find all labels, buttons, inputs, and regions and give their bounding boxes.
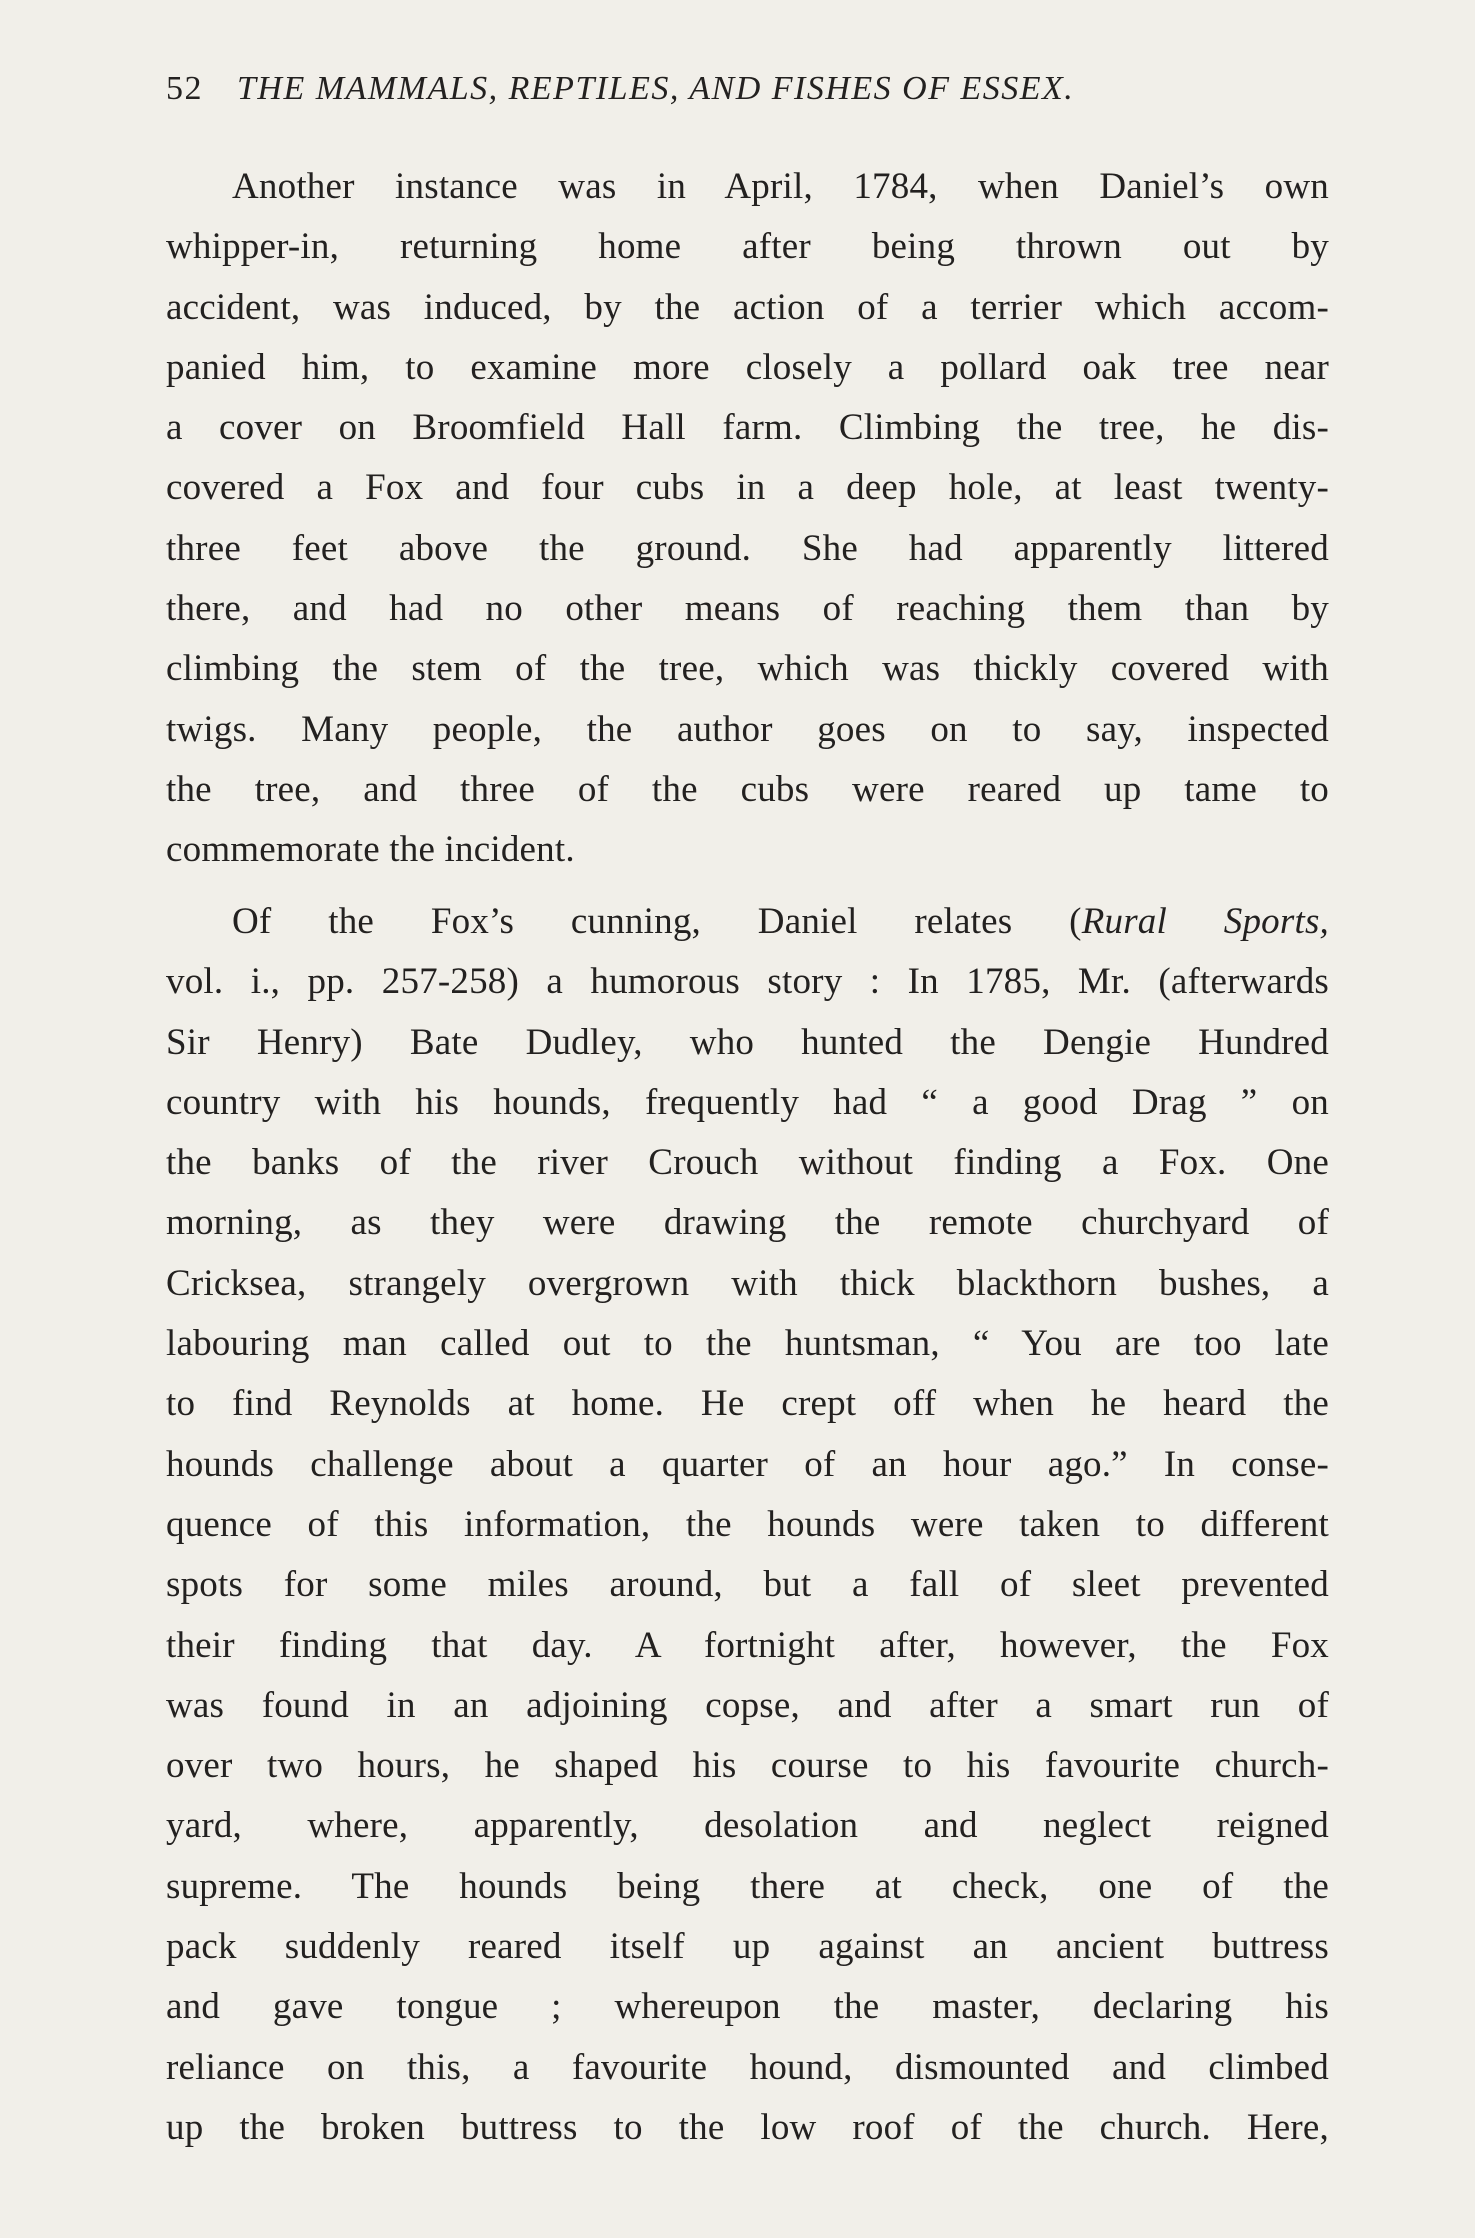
text-line: was found in an adjoining copse, and after a smart run of <box>166 1684 1329 1726</box>
book-title-rural-sports: Rural Sports, <box>1081 901 1329 942</box>
text-line: whipper-in, returning home after being thrown out by <box>166 226 1329 268</box>
text-line: vol. i., pp. 257-258) a humorous story : In 1785, Mr. (afterwards <box>166 961 1329 1003</box>
text-line: the tree, and three of the cubs were reared up tame to <box>166 768 1329 810</box>
text-line: morning, as they were drawing the remote churchyard of <box>166 1202 1329 1244</box>
text-line: reliance on this, a favourite hound, dismounted and climbed <box>166 2046 1329 2088</box>
text-line: commemorate the incident. <box>166 829 575 871</box>
text-line: accident, was induced, by the action of a terrier which accom- <box>166 286 1329 328</box>
text-run: Of the Fox’s cunning, Daniel relates ( <box>232 901 1082 942</box>
text-line: a cover on Broomfield Hall farm. Climbing the tree, he dis- <box>166 407 1329 449</box>
text-line: their finding that day. A fortnight after, however, the Fox <box>166 1624 1329 1666</box>
text-line: Cricksea, strangely overgrown with thick blackthorn bushes, a <box>166 1262 1329 1304</box>
text-line: up the broken buttress to the low roof of the church. Here, <box>166 2106 1329 2148</box>
text-line: Another instance was in April, 1784, when Daniel’s own <box>232 166 1329 207</box>
text-line: country with his hounds, frequently had “ a good Drag ” on <box>166 1081 1329 1123</box>
text-line: yard, where, apparently, desolation and neglect reigned <box>166 1805 1329 1847</box>
text-line: climbing the stem of the tree, which was thickly covered with <box>166 648 1329 690</box>
text-line: there, and had no other means of reaching them than by <box>166 588 1329 630</box>
text-line: hounds challenge about a quarter of an hour ago.” In conse- <box>166 1443 1329 1485</box>
text-line: Sir Henry) Bate Dudley, who hunted the Dengie Hundred <box>166 1021 1329 1063</box>
text-line: supreme. The hounds being there at check, one of the <box>166 1865 1329 1907</box>
text-line: panied him, to examine more closely a pollard oak tree near <box>166 346 1329 388</box>
text-line: labouring man called out to the huntsman, “ You are too late <box>166 1323 1329 1365</box>
paragraph-fox-in-tree <box>166 157 1329 881</box>
text-line: spots for some miles around, but a fall of sleet prevented <box>166 1564 1329 1606</box>
text-line <box>166 892 1329 952</box>
running-header <box>166 64 1346 114</box>
text-line: quence of this information, the hounds were taken to different <box>166 1503 1329 1545</box>
text-line: twigs. Many people, the author goes on to say, inspected <box>166 708 1329 750</box>
text-line: three feet above the ground. She had apparently littered <box>166 527 1329 569</box>
page-number: 52 <box>166 70 203 107</box>
text-line: and gave tongue ; whereupon the master, declaring his <box>166 1986 1329 2028</box>
text-line: pack suddenly reared itself up against an ancient buttress <box>166 1926 1329 1968</box>
paragraph-fox-cunning <box>166 892 1329 2158</box>
text-line: to find Reynolds at home. He crept off when he heard the <box>166 1383 1329 1425</box>
running-title: THE MAMMALS, REPTILES, AND FISHES OF ESSEX. <box>237 70 1075 107</box>
text-line: over two hours, he shaped his course to his favourite church- <box>166 1745 1329 1787</box>
text-line: the banks of the river Crouch without finding a Fox. One <box>166 1142 1329 1184</box>
text-line: covered a Fox and four cubs in a deep hole, at least twenty- <box>166 467 1329 509</box>
